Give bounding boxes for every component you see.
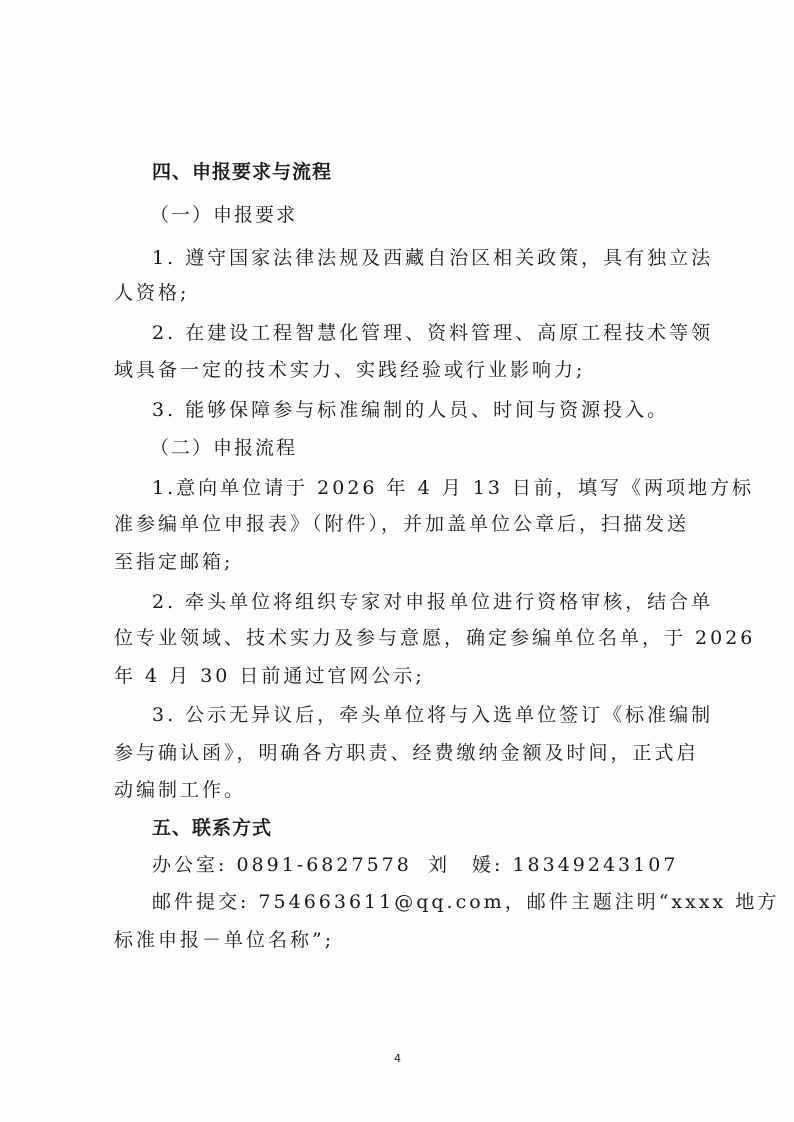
page-number: 4 [394, 1052, 401, 1065]
proc-1-line3: 至指定邮箱; [114, 551, 234, 573]
section-4-heading: 四、申报要求与流程 [152, 161, 333, 183]
proc-2-line1: 2. 牵头单位将组织专家对申报单位进行资格审核，结合单 [152, 591, 714, 613]
subsection-2-heading: （二）申报流程 [150, 437, 298, 459]
proc-1-line1: 1.意向单位请于 2026 年 4 月 13 日前，填写《两项地方标 [152, 477, 754, 499]
proc-2-line3: 年 4 月 30 日前通过官网公示; [114, 665, 425, 687]
proc-1-line2: 准参编单位申报表》（附件），并加盖单位公章后，扫描发送 [114, 513, 690, 535]
proc-3-line2: 参与确认函》，明确各方职责、经费缴纳金额及时间，正式启 [114, 742, 699, 764]
req-1-line1: 1. 遵守国家法律法规及西藏自治区相关政策，具有独立法 [152, 247, 714, 269]
proc-3-line3: 动编制工作。 [114, 779, 247, 801]
req-2-line1: 2. 在建设工程智慧化管理、资料管理、高原工程技术等领 [152, 322, 714, 344]
req-1-line2: 人资格; [114, 282, 190, 304]
email-line2: 标准申报－单位名称”; [114, 929, 335, 951]
req-2-line2: 域具备一定的技术实力、实践经验或行业影响力; [114, 359, 586, 381]
req-3-line1: 3. 能够保障参与标准编制的人员、时间与资源投入。 [152, 399, 670, 421]
email-line1: 邮件提交: 754663611@qq.com，邮件主题注明“xxxx 地方 [152, 891, 780, 913]
contact-phone: 刘 媛: 18349243107 [428, 854, 679, 876]
proc-3-line1: 3. 公示无异议后，牵头单位将与入选单位签订《标准编制 [152, 704, 714, 726]
proc-2-line2: 位专业领域、技术实力及参与意愿，确定参编单位名单，于 2026 [114, 627, 756, 649]
section-5-heading: 五、联系方式 [152, 817, 273, 839]
office-phone: 办公室: 0891-6827578 [152, 854, 412, 876]
subsection-1-heading: （一）申报要求 [150, 204, 298, 226]
